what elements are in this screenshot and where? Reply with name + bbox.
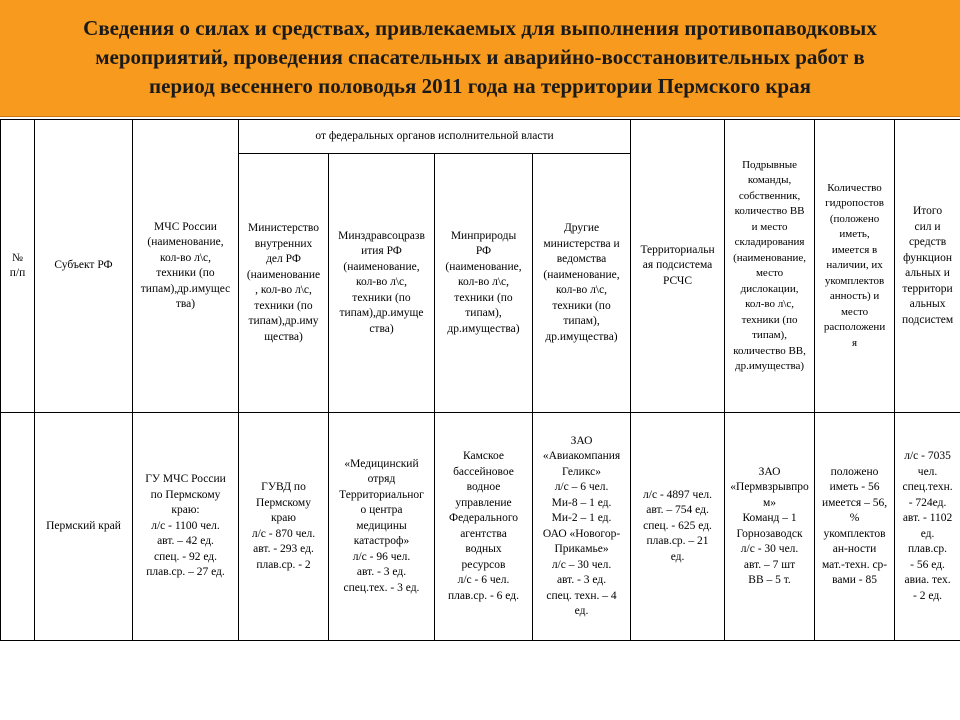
cell-line: л/с - 96 чел. <box>352 550 411 563</box>
cell-line: Ми-2 – 1 ед. <box>551 512 612 524</box>
cell-line: ресурсов <box>461 558 506 571</box>
cell-line: спец. - 625 ед. <box>643 519 712 532</box>
cell-line: , кол-во л\с, <box>255 284 312 296</box>
cell-line: плав.ср. <box>908 543 948 555</box>
cell-line: наличии, их <box>826 259 883 272</box>
cell-line: л/с - 6 чел. <box>457 574 510 586</box>
header-mvd <box>239 154 329 413</box>
cell-line: др.имущества) <box>734 360 805 372</box>
cell-line: спец. - 92 ед. <box>153 550 218 563</box>
header-rschs <box>631 120 725 413</box>
cell-line: авт. – 42 ед. <box>157 535 214 548</box>
cell-line: средств <box>908 236 947 248</box>
cell-line: складирования <box>734 236 805 248</box>
cell-line: анность) и <box>829 290 880 303</box>
header-total <box>895 120 960 413</box>
cell-line: кол-во л\с, <box>355 276 408 289</box>
cell-line: Территориальног <box>339 488 424 501</box>
cell-line: Горнозаводск <box>736 527 803 540</box>
cell-line: катастроф» <box>353 535 410 548</box>
cell-line: собственник, <box>738 189 801 202</box>
cell-line: щества) <box>264 330 303 343</box>
cell-line: Команд – 1 <box>742 512 797 524</box>
cell-line: дел РФ <box>266 253 301 265</box>
cell-line: Подрывные <box>742 158 798 171</box>
cell-line: авиа. тех. <box>904 574 951 586</box>
cell-line: тва) <box>175 298 196 310</box>
cell-line: (наименование, <box>147 236 224 248</box>
cell-mchs <box>133 413 239 641</box>
cell-line: техники (по <box>741 313 798 326</box>
cell-line: авт. - 3 ед. <box>356 566 407 579</box>
cell-other <box>533 413 631 641</box>
cell-line: расположени <box>823 321 886 334</box>
cell-line: агентства <box>460 527 507 540</box>
cell-line: краю: <box>171 504 200 517</box>
cell-line: техники (по <box>552 299 611 312</box>
cell-total <box>895 413 960 641</box>
title-line: мероприятий, проведения спасательных и аварийно-восстановительных работ в <box>95 45 865 69</box>
cell-line: иметь, <box>839 228 870 241</box>
cell-line: плав.ср. - 6 ед. <box>448 589 519 602</box>
cell-line: количество ВВ <box>734 205 805 217</box>
cell-line: подсистем <box>901 313 954 326</box>
cell-line: о центра <box>360 504 403 517</box>
cell-line: Федерального <box>448 512 519 524</box>
cell-line: Другие <box>563 222 600 234</box>
cell-line: типам),др.имуще <box>339 307 424 320</box>
cell-line: команды, <box>747 174 792 186</box>
cell-line: ОАО «Новогор- <box>542 527 621 540</box>
cell-line: спец.техн. <box>902 481 953 493</box>
cell-line: имеется – 56, <box>822 496 888 509</box>
cell-line: (наименование, <box>543 268 620 281</box>
header-mchs <box>133 120 239 413</box>
cell-line: укомплектов <box>824 274 885 287</box>
cell-line: мат.-техн. ср- <box>821 558 888 571</box>
cell-line: кол-во л\с, <box>555 284 608 296</box>
cell-line: чел. <box>917 465 938 478</box>
cell-line: - 724ед. <box>908 496 947 509</box>
cell-line: от федеральных органов исполнительной власти <box>315 129 554 142</box>
cell-line: вами - 85 <box>832 574 877 586</box>
cell-blasting <box>725 413 815 641</box>
cell-line: ведомства <box>556 253 607 265</box>
cell-line: кол-во л\с, <box>745 298 794 310</box>
cell-line: Ми-8 – 1 ед. <box>551 496 612 509</box>
cell-line: техники (по <box>254 299 313 312</box>
cell-line: техники (по <box>454 291 513 304</box>
cell-line: авт. – 754 ед. <box>646 504 709 517</box>
cell-line: Пермскому <box>256 496 311 509</box>
cell-line: министерства и <box>543 237 620 250</box>
forces-table <box>0 119 960 641</box>
title-line: период весеннего половодья 2011 года на территории Пермского края <box>149 74 811 98</box>
table-row <box>1 413 960 641</box>
cell-line: л/с – 6 чел. <box>554 481 609 493</box>
cell-line: Субъект РФ <box>54 259 113 272</box>
cell-line: РФ <box>475 245 492 258</box>
cell-line: ития РФ <box>361 245 402 258</box>
cell-line: Пермский край <box>46 519 121 532</box>
cell-line: ед. <box>574 605 589 617</box>
cell-line: медицины <box>356 519 407 532</box>
cell-line: альных и <box>905 267 950 279</box>
header-num <box>1 120 35 413</box>
cell-line: я <box>852 336 858 349</box>
cell-line: ВВ – 5 т. <box>748 574 791 586</box>
cell-line: «Авиакомпания <box>542 450 621 462</box>
cell-line: бассейновое <box>453 465 514 478</box>
cell-line: спец.тех. - 3 ед. <box>343 581 420 594</box>
cell-line: % <box>849 512 860 524</box>
cell-mvd <box>239 413 329 641</box>
cell-line: типам), <box>752 329 787 341</box>
cell-line: техники (по <box>352 291 411 304</box>
page-title <box>10 14 950 101</box>
cell-line: плав.ср. - 2 <box>256 558 311 571</box>
cell-line: сил и <box>914 220 941 233</box>
cell-line: место <box>755 267 784 279</box>
cell-line: м» <box>763 496 777 509</box>
cell-line: л/с - 30 чел. <box>740 543 799 555</box>
cell-line: плав.ср. – 21 <box>646 535 709 548</box>
cell-line: № <box>12 251 23 264</box>
header-federal-group <box>239 120 631 154</box>
cell-line: авт. - 293 ед. <box>253 543 314 555</box>
cell-line: авт. - 3 ед. <box>556 574 607 586</box>
cell-line: п/п <box>9 267 26 279</box>
header-other <box>533 154 631 413</box>
cell-line: «Пермвзрывпро <box>730 481 809 493</box>
cell-line: кол-во л\с, <box>457 276 510 289</box>
cell-line: ая подсистема <box>642 259 713 272</box>
cell-line: функцион <box>903 251 952 264</box>
cell-line: ГУВД по <box>261 481 306 493</box>
cell-line: авт. - 1102 <box>902 512 953 524</box>
cell-rschs <box>631 413 725 641</box>
cell-line: Итого <box>912 205 943 217</box>
cell-line: л/с – 30 чел. <box>551 558 612 571</box>
cell-line: Территориальн <box>640 243 715 256</box>
title-banner <box>0 0 960 117</box>
cell-num <box>1 413 35 641</box>
cell-line: (наименование, <box>733 251 806 264</box>
cell-line: ЗАО <box>758 465 781 478</box>
cell-line: и место <box>751 220 788 233</box>
header-subject <box>35 120 133 413</box>
cell-line: типам), <box>563 315 600 327</box>
cell-line: типам),др.иму <box>248 315 319 327</box>
cell-line: укомплектов <box>823 527 886 540</box>
cell-line: Геликс» <box>562 465 601 478</box>
cell-line: техники (по <box>156 267 215 279</box>
cell-line: Прикамье» <box>554 543 609 555</box>
cell-line: ГУ МЧС России <box>145 473 226 486</box>
cell-line: ан-ности <box>832 543 877 555</box>
header-minzdrav <box>329 154 435 413</box>
header-minprirody <box>435 154 533 413</box>
cell-line: иметь - 56 <box>829 481 880 493</box>
cell-line: (наименование <box>246 268 321 281</box>
cell-line: - 56 ед. <box>910 558 945 571</box>
cell-line: альных <box>909 298 946 310</box>
cell-line: водное <box>466 481 501 493</box>
cell-line: др.имущества) <box>545 330 618 343</box>
cell-line: Минздравсоцразв <box>338 229 425 242</box>
cell-subject <box>35 413 133 641</box>
cell-line: ЗАО <box>570 434 593 447</box>
cell-line: Минприроды <box>450 229 517 242</box>
cell-line: л/с - 1100 чел. <box>151 519 220 532</box>
cell-line: типам),др.имущес <box>140 282 231 295</box>
cell-line: Камское <box>462 450 504 462</box>
cell-line: количество ВВ, <box>733 344 806 357</box>
cell-minprirody <box>435 413 533 641</box>
cell-pumps <box>815 413 895 641</box>
cell-line: по Пермскому <box>150 488 221 501</box>
cell-line: отряд <box>367 473 396 486</box>
cell-line: положено <box>830 465 879 478</box>
cell-line: внутренних <box>254 237 313 250</box>
cell-minzdrav <box>329 413 435 641</box>
cell-line: авт. – 7 шт <box>743 558 796 571</box>
cell-line: краю <box>270 512 297 524</box>
cell-line: типам), <box>465 307 502 320</box>
cell-line: ед. <box>920 527 935 540</box>
header-pumps <box>815 120 895 413</box>
cell-line: водных <box>465 543 502 555</box>
cell-line: (наименование, <box>445 260 522 273</box>
cell-line: МЧС России <box>154 220 217 233</box>
cell-line: др.имущества) <box>447 322 520 335</box>
cell-line: л/с - 7035 <box>904 450 951 462</box>
cell-line: ства) <box>369 322 394 335</box>
cell-line: имеется в <box>831 243 878 256</box>
cell-line: Министерство <box>248 222 319 234</box>
header-blasting <box>725 120 815 413</box>
cell-line: гидропостов <box>825 197 884 210</box>
cell-line: «Медицинский <box>344 457 419 470</box>
cell-line: (наименование, <box>343 260 420 273</box>
cell-line: дислокации, <box>740 282 799 295</box>
cell-line: л/с - 870 чел. <box>251 527 316 540</box>
cell-line: ед. <box>670 550 685 563</box>
cell-line: Количество <box>827 181 882 194</box>
cell-line: спец. техн. – 4 <box>546 589 617 602</box>
cell-line: территори <box>902 282 953 295</box>
cell-line: РСЧС <box>663 274 693 287</box>
title-line: Сведения о силах и средствах, привлекаемых для выполнения противопаводковых <box>83 16 877 40</box>
cell-line: кол-во л\с, <box>159 251 212 264</box>
cell-line: управление <box>455 496 512 509</box>
cell-line: - 2 ед. <box>913 589 943 602</box>
cell-line: плав.ср. – 27 ед. <box>146 566 225 579</box>
cell-line: (положено <box>829 212 880 225</box>
cell-line: л/с - 4897 чел. <box>643 488 713 501</box>
cell-line: место <box>840 305 869 318</box>
